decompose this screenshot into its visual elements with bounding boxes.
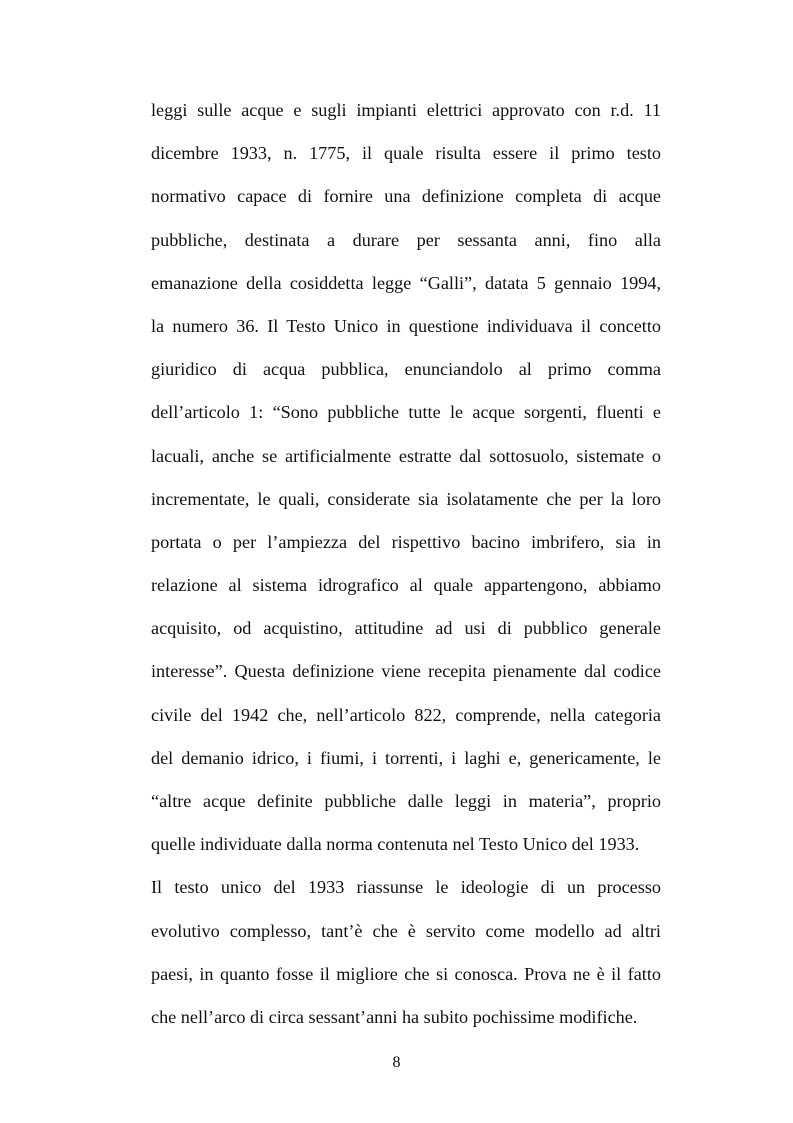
text-line: evolutivo complesso, tant’è che è servito come modello ad altri (151, 920, 661, 941)
text-line: normativo capace di fornire una definizione completa di acque (151, 186, 661, 207)
text-line: paesi, in quanto fosse il migliore che si conosca. Prova ne è il fatto (151, 963, 661, 984)
text-line: quelle individuate dalla norma contenuta nel Testo Unico del 1933. (151, 834, 640, 855)
text-line: emanazione della cosiddetta legge “Galli”, datata 5 gennaio 1994, (151, 272, 661, 293)
text-line: civile del 1942 che, nell’articolo 822, comprende, nella categoria (151, 704, 661, 725)
text-line: la numero 36. Il Testo Unico in questione individuava il concetto (151, 315, 661, 336)
text-line: giuridico di acqua pubblica, enunciandolo al primo comma (151, 359, 661, 380)
text-line: pubbliche, destinata a durare per sessanta anni, fino alla (151, 229, 661, 250)
page-number: 8 (392, 1054, 401, 1071)
text-line: interesse”. Questa definizione viene recepita pienamente dal codice (151, 661, 661, 682)
text-line: dell’articolo 1: “Sono pubbliche tutte le acque sorgenti, fluenti e (151, 402, 661, 423)
body-text (151, 89, 661, 1039)
text-line: lacuali, anche se artificialmente estratte dal sottosuolo, sistemate o (151, 445, 661, 466)
text-line: relazione al sistema idrografico al quale appartengono, abbiamo (151, 575, 661, 596)
text-line: leggi sulle acque e sugli impianti elettrici approvato con r.d. 11 (151, 100, 661, 120)
text-line: Il testo unico del 1933 riassunse le ideologie di un processo (151, 877, 661, 898)
text-line: del demanio idrico, i fiumi, i torrenti, i laghi e, genericamente, le (151, 747, 661, 768)
text-line: portata o per l’ampiezza del rispettivo bacino imbrifero, sia in (151, 531, 661, 552)
text-line: che nell’arco di circa sessant’anni ha subito pochissime modifiche. (151, 1006, 638, 1027)
text-line: acquisito, od acquistino, attitudine ad usi di pubblico generale (151, 618, 661, 639)
text-line: “altre acque definite pubbliche dalle leggi in materia”, proprio (151, 791, 661, 811)
text-line: incrementate, le quali, considerate sia isolatamente che per la loro (151, 488, 661, 509)
text-line: dicembre 1933, n. 1775, il quale risulta essere il primo testo (151, 143, 661, 164)
